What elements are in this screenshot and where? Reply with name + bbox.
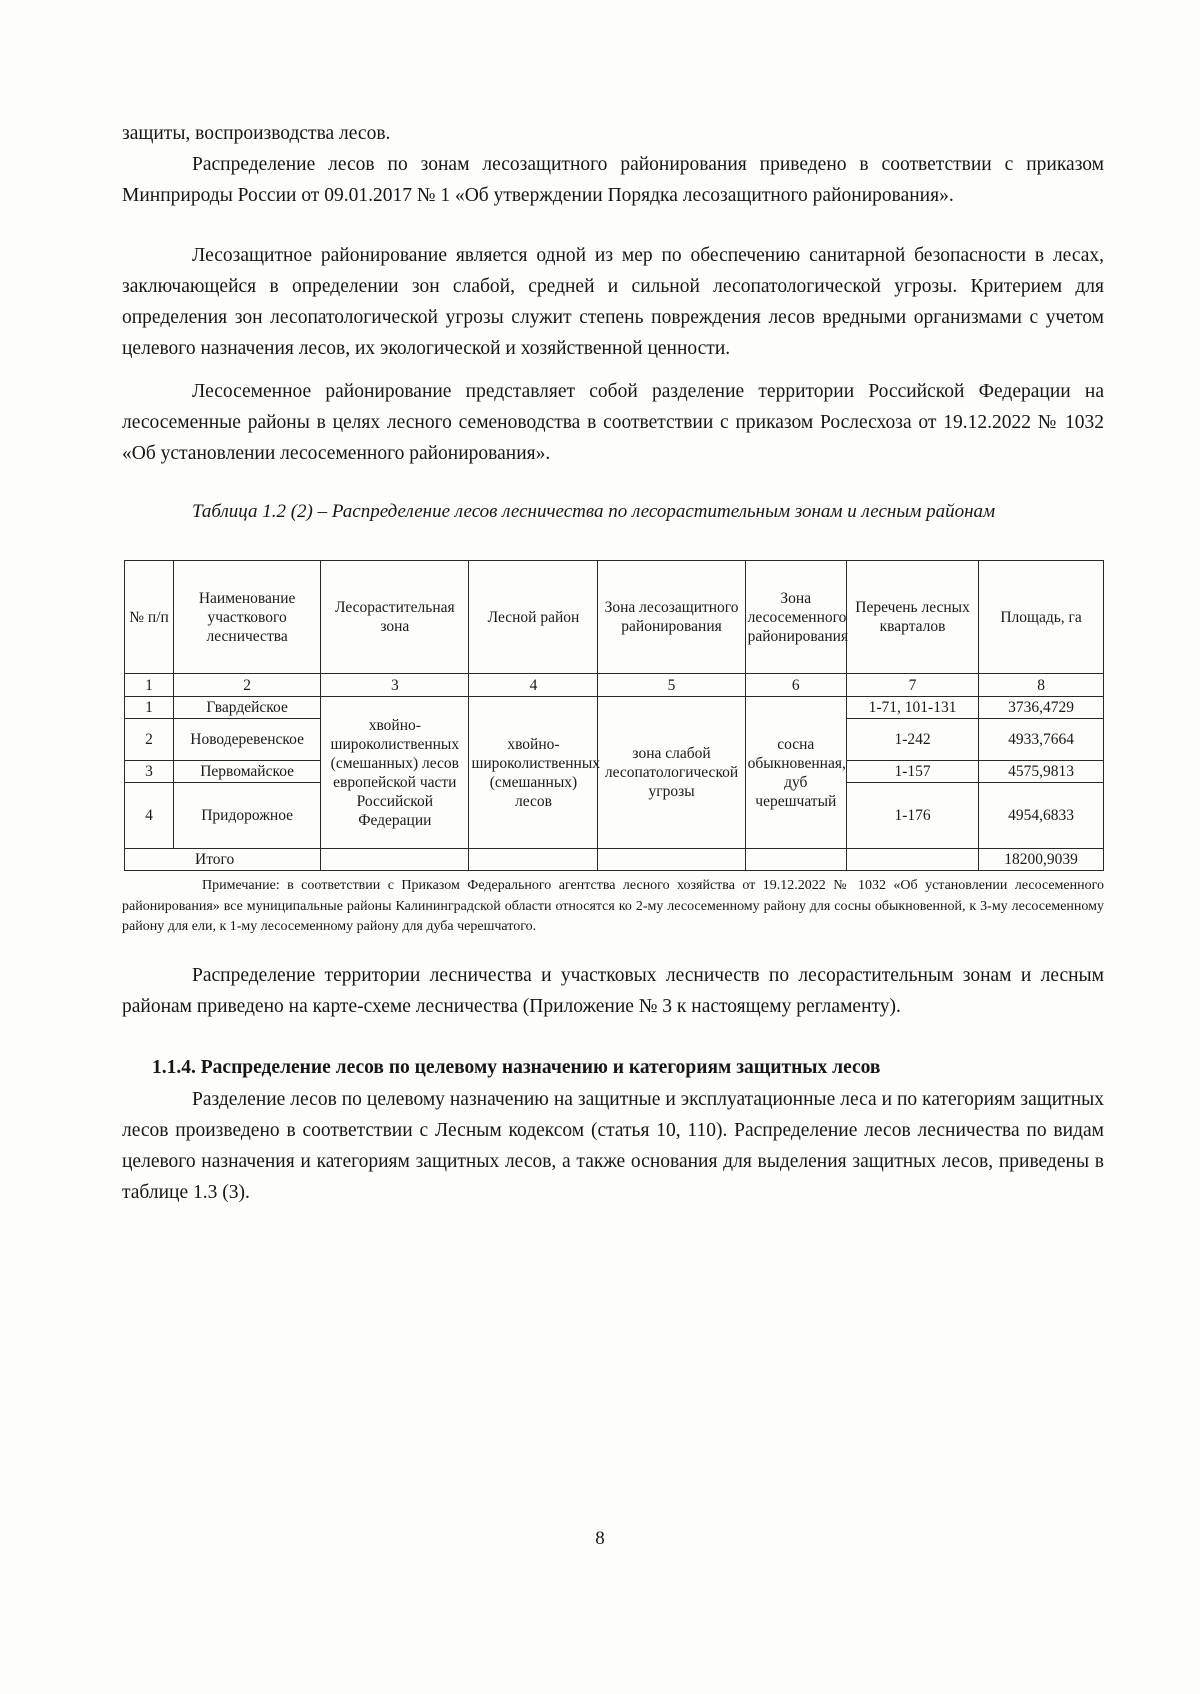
row-number: 1 <box>125 697 174 719</box>
area-cell: 4575,9813 <box>979 761 1104 783</box>
header-number: № п/п <box>125 561 174 674</box>
district-name: Первомайское <box>174 761 321 783</box>
paragraph-continuation: защиты, воспроизводства лесов. <box>122 123 391 144</box>
col-number: 7 <box>846 674 978 697</box>
col-number: 2 <box>174 674 321 697</box>
forest-distribution-table <box>124 560 1104 871</box>
protection-zone-cell: зона слабой лесопатологической угрозы <box>598 697 745 849</box>
row-number: 2 <box>125 719 174 761</box>
area-cell: 3736,4729 <box>979 697 1104 719</box>
paragraph-seed-zoning: Лесосеменное районирование представляет собой разделение территории Российской Федерации на лесосеменные районы в целях лесного семеноводства в соответствии с приказом Рослесхоза от 19.12.2022 № 1032 «Об установлении лесосеменного районирования». <box>122 381 1104 464</box>
area-cell: 4933,7664 <box>979 719 1104 761</box>
quarters-cell: 1-176 <box>846 783 978 849</box>
paragraph-map-reference: Распределение территории лесничества и участковых лесничеств по лесорастительным зонам и лесным районам приведено на карте-схеме лесничества (Приложение № 3 к настоящему регламенту). <box>122 965 1104 1017</box>
table-header-row <box>125 561 1104 674</box>
col-number: 5 <box>598 674 745 697</box>
section-heading: 1.1.4. Распределение лесов по целевому назначению и категориям защитных лесов <box>152 1057 881 1078</box>
district-name: Придорожное <box>174 783 321 849</box>
total-area: 18200,9039 <box>979 849 1104 871</box>
header-area: Площадь, га <box>979 561 1104 674</box>
area-cell: 4954,6833 <box>979 783 1104 849</box>
paragraph-purpose-distribution: Разделение лесов по целевому назначению на защитные и эксплуатационные леса и по категориям защитных лесов произведено в соответствии с Лесным кодексом (статья 10, 110). Распределение лесов лесничества по видам целевого назначения и категориям защитных лесов, а также основания для выделения защитных лесов, приведены в таблице 1.3 (3). <box>122 1089 1104 1203</box>
empty-cell <box>846 849 978 871</box>
column-number-row <box>125 674 1104 697</box>
col-number: 4 <box>469 674 598 697</box>
empty-cell <box>469 849 598 871</box>
empty-cell <box>321 849 469 871</box>
row-number: 3 <box>125 761 174 783</box>
forest-region-cell: хвойно-широколиственных (смешанных) лесов <box>469 697 598 849</box>
total-label: Итого <box>125 849 321 871</box>
header-vegetation-zone: Лесорастительная зона <box>321 561 469 674</box>
total-row <box>125 849 1104 871</box>
header-seed-zone: Зона лесосеменного районирования <box>745 561 846 674</box>
col-number: 3 <box>321 674 469 697</box>
district-name: Новодеревенское <box>174 719 321 761</box>
vegetation-zone-cell: хвойно-широколиственных (смешанных) лесов европейской части Российской Федерации <box>321 697 469 849</box>
quarters-cell: 1-242 <box>846 719 978 761</box>
header-quarters: Перечень лесных кварталов <box>846 561 978 674</box>
seed-zone-cell: сосна обыкновенная, дуб черешчатый <box>745 697 846 849</box>
table-row <box>125 697 1104 719</box>
paragraph-protection-description: Лесозащитное районирование является одной из мер по обеспечению санитарной безопасности в лесах, заключающейся в определении зон слабой, средней и сильной лесопатологической угрозы. Критерием для определения зон лесопатологической угрозы служит степень повреждения лесов вредными организмами с учетом целевого назначения лесов, их экологической и хозяйственной ценности. <box>122 245 1104 359</box>
empty-cell <box>745 849 846 871</box>
table-caption: Таблица 1.2 (2) – Распределение лесов лесничества по лесорастительным зонам и лесным районам <box>192 501 996 522</box>
header-protection-zone: Зона лесозащитного районирования <box>598 561 745 674</box>
header-forest-region: Лесной район <box>469 561 598 674</box>
col-number: 1 <box>125 674 174 697</box>
row-number: 4 <box>125 783 174 849</box>
page-number: 8 <box>595 1528 605 1549</box>
quarters-cell: 1-71, 101-131 <box>846 697 978 719</box>
col-number: 8 <box>979 674 1104 697</box>
quarters-cell: 1-157 <box>846 761 978 783</box>
table-note: Примечание: в соответствии с Приказом Федерального агентства лесного хозяйства от 19.12.2022 № 1032 «Об установлении лесосеменного районирования» все муниципальные районы Калининградской области относятся ко 2-му лесосеменному району для сосны обыкновенной, к 3-му лесосеменному району для ели, к 1-му лесосеменному району для дуба черешчатого. <box>122 878 1104 934</box>
col-number: 6 <box>745 674 846 697</box>
paragraph-protection-zoning: Распределение лесов по зонам лесозащитного районирования приведено в соответствии с приказом Минприроды России от 09.01.2017 № 1 «Об утверждении Порядка лесозащитного районирования». <box>122 154 1104 206</box>
district-name: Гвардейское <box>174 697 321 719</box>
empty-cell <box>598 849 745 871</box>
header-district-name: Наименование участкового лесничества <box>174 561 321 674</box>
